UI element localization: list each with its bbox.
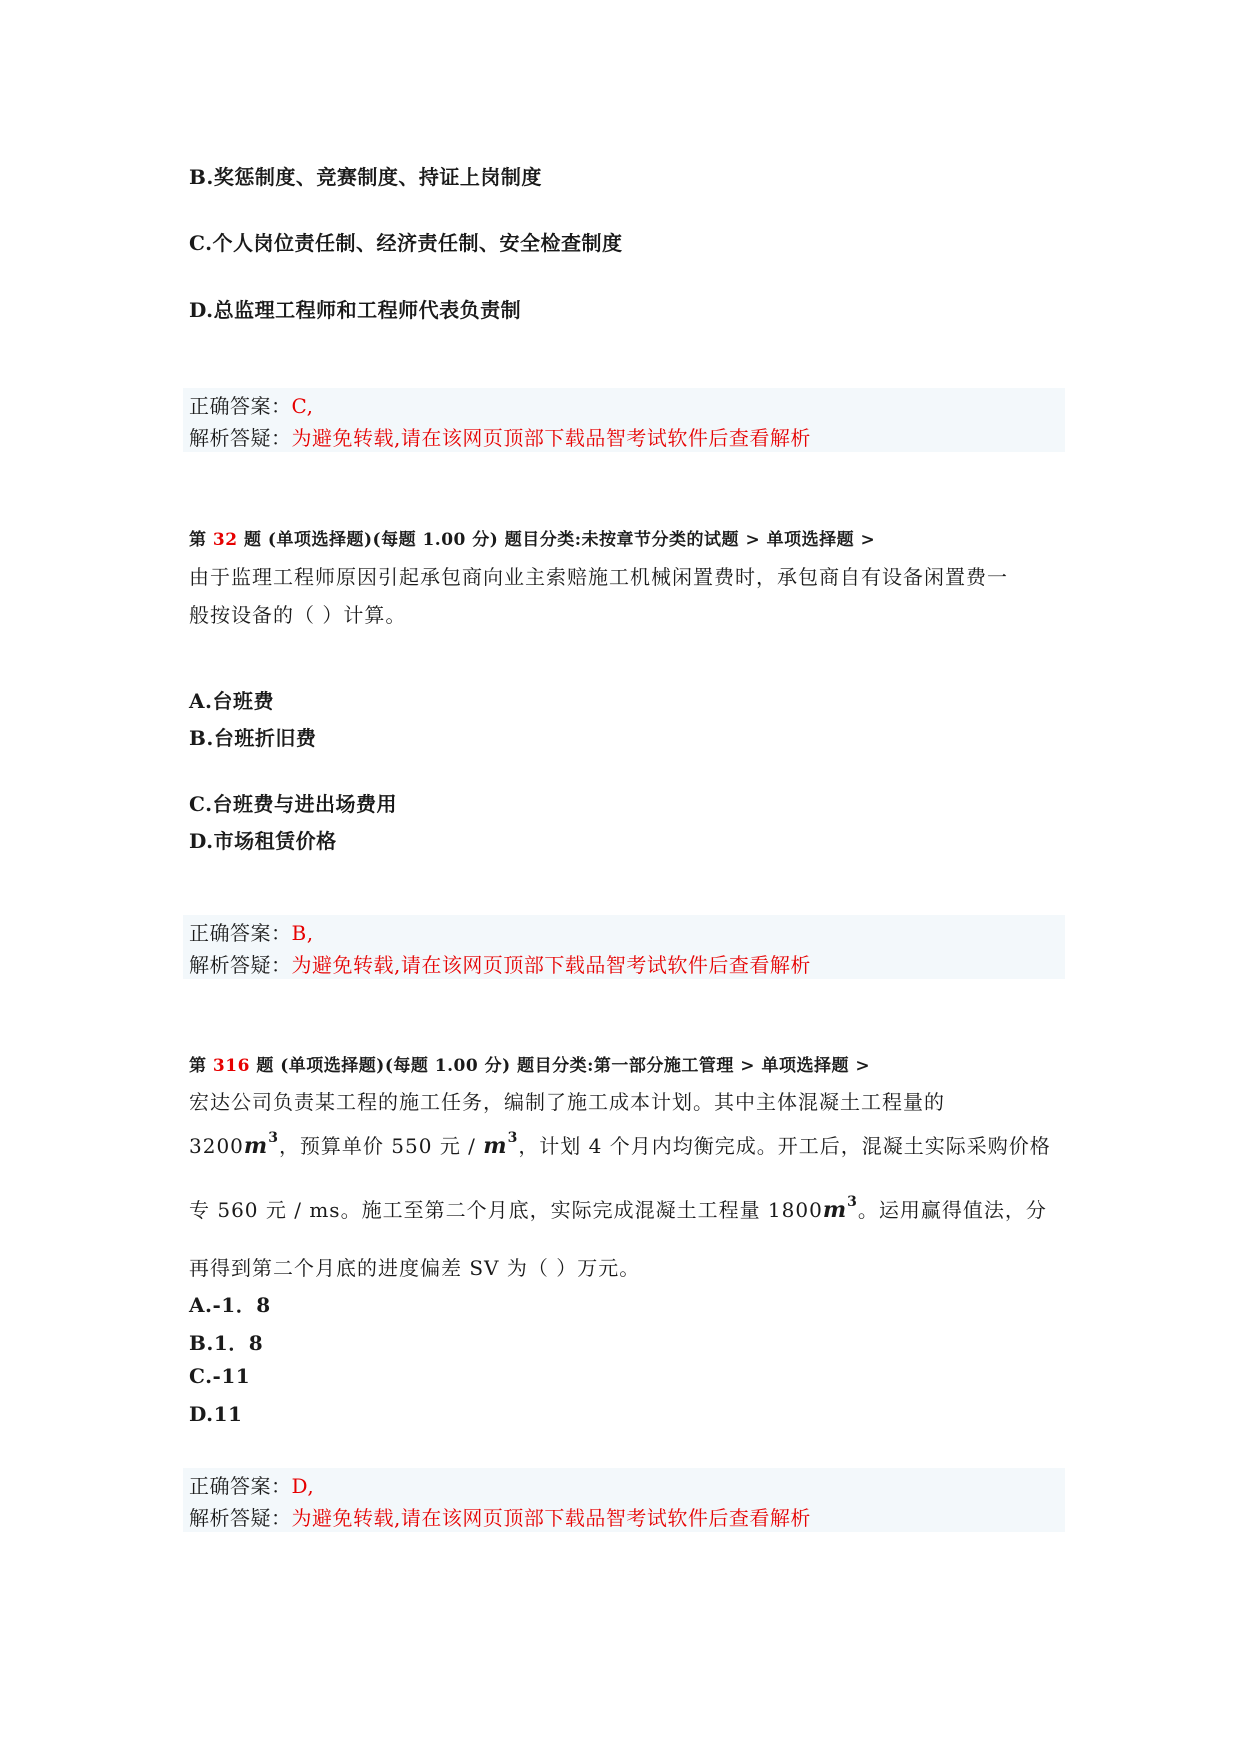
answer-line	[189, 917, 314, 946]
answer-value: B,	[291, 921, 314, 945]
unit-symbol: m	[483, 1133, 508, 1159]
option-a: A.-1．8	[189, 1293, 271, 1317]
analysis-line	[189, 949, 811, 978]
question-stem-line: 再得到第二个月底的进度偏差 SV 为（ ）万元。	[189, 1256, 641, 1280]
stem-text: 3200	[189, 1134, 244, 1158]
unit-exponent: 3	[847, 1193, 858, 1210]
option-c: C.-11	[189, 1364, 251, 1388]
question-stem-line	[189, 1194, 1047, 1223]
unit-symbol: m	[243, 1133, 269, 1159]
answer-value: D,	[291, 1474, 315, 1498]
answer-line	[189, 1470, 314, 1499]
analysis-line	[189, 1502, 811, 1531]
question-number: 316	[212, 1056, 250, 1076]
answer-box	[183, 1468, 1065, 1532]
unit-symbol: m	[822, 1197, 848, 1223]
option-d: D.11	[189, 1402, 243, 1426]
option-a: A.台班费	[189, 689, 274, 713]
question-stem-line: 宏达公司负责某工程的施工任务，编制了施工成本计划。其中主体混凝土工程量的	[189, 1090, 945, 1114]
header-meta: 题 (单项选择题)(每题 1.00 分) 题目分类:第一部分施工管理 > 单项选择题 >	[256, 1056, 871, 1076]
answer-label: 正确答案：	[189, 1474, 292, 1498]
analysis-value: 为避免转载,请在该网页顶部下载品智考试软件后查看解析	[291, 426, 811, 450]
unit-exponent: 3	[268, 1129, 279, 1146]
option-b: B.奖惩制度、竞赛制度、持证上岗制度	[189, 165, 542, 189]
stem-text: ，计划 4 个月内均衡完成。开工后，混凝土实际采购价格	[518, 1134, 1051, 1158]
analysis-label: 解析答疑：	[189, 426, 292, 450]
cubic-meter-unit	[822, 1193, 858, 1223]
analysis-value: 为避免转载,请在该网页顶部下载品智考试软件后查看解析	[291, 953, 811, 977]
option-b: B.1．8	[189, 1331, 264, 1355]
header-meta: 题 (单项选择题)(每题 1.00 分) 题目分类:未按章节分类的试题 > 单项选择题 >	[244, 530, 876, 550]
answer-label: 正确答案：	[189, 921, 292, 945]
cubic-meter-unit	[243, 1129, 279, 1159]
stem-text: 。运用赢得值法，分	[857, 1198, 1047, 1222]
option-b: B.台班折旧费	[189, 726, 317, 750]
unit-exponent: 3	[507, 1129, 519, 1146]
question-stem-line: 般按设备的（ ）计算。	[189, 603, 407, 627]
question-stem-line: 由于监理工程师原因引起承包商向业主索赔施工机械闲置费时，承包商自有设备闲置费一	[189, 565, 1008, 589]
question-number: 32	[212, 530, 238, 550]
header-prefix: 第	[189, 530, 207, 550]
option-d: D.市场租赁价格	[189, 829, 337, 853]
option-c: C.台班费与进出场费用	[189, 792, 398, 816]
answer-box	[183, 388, 1065, 452]
option-d: D.总监理工程师和工程师代表负责制	[189, 298, 522, 322]
analysis-label: 解析答疑：	[189, 1506, 292, 1530]
answer-value: C,	[291, 394, 314, 418]
question-header	[189, 525, 875, 550]
option-c: C.个人岗位责任制、经济责任制、安全检查制度	[189, 231, 623, 255]
answer-label: 正确答案：	[189, 394, 292, 418]
stem-text: ，预算单价 550 元 /	[278, 1134, 484, 1158]
cubic-meter-unit	[483, 1129, 519, 1159]
question-stem-line	[189, 1130, 1051, 1159]
answer-box	[183, 915, 1065, 979]
analysis-label: 解析答疑：	[189, 953, 292, 977]
stem-text: 专 560 元 / ms。施工至第二个月底，实际完成混凝土工程量 1800	[189, 1198, 823, 1222]
analysis-line	[189, 422, 811, 451]
question-header	[189, 1051, 870, 1076]
answer-line	[189, 390, 313, 419]
header-prefix: 第	[189, 1056, 207, 1076]
analysis-value: 为避免转载,请在该网页顶部下载品智考试软件后查看解析	[291, 1506, 811, 1530]
